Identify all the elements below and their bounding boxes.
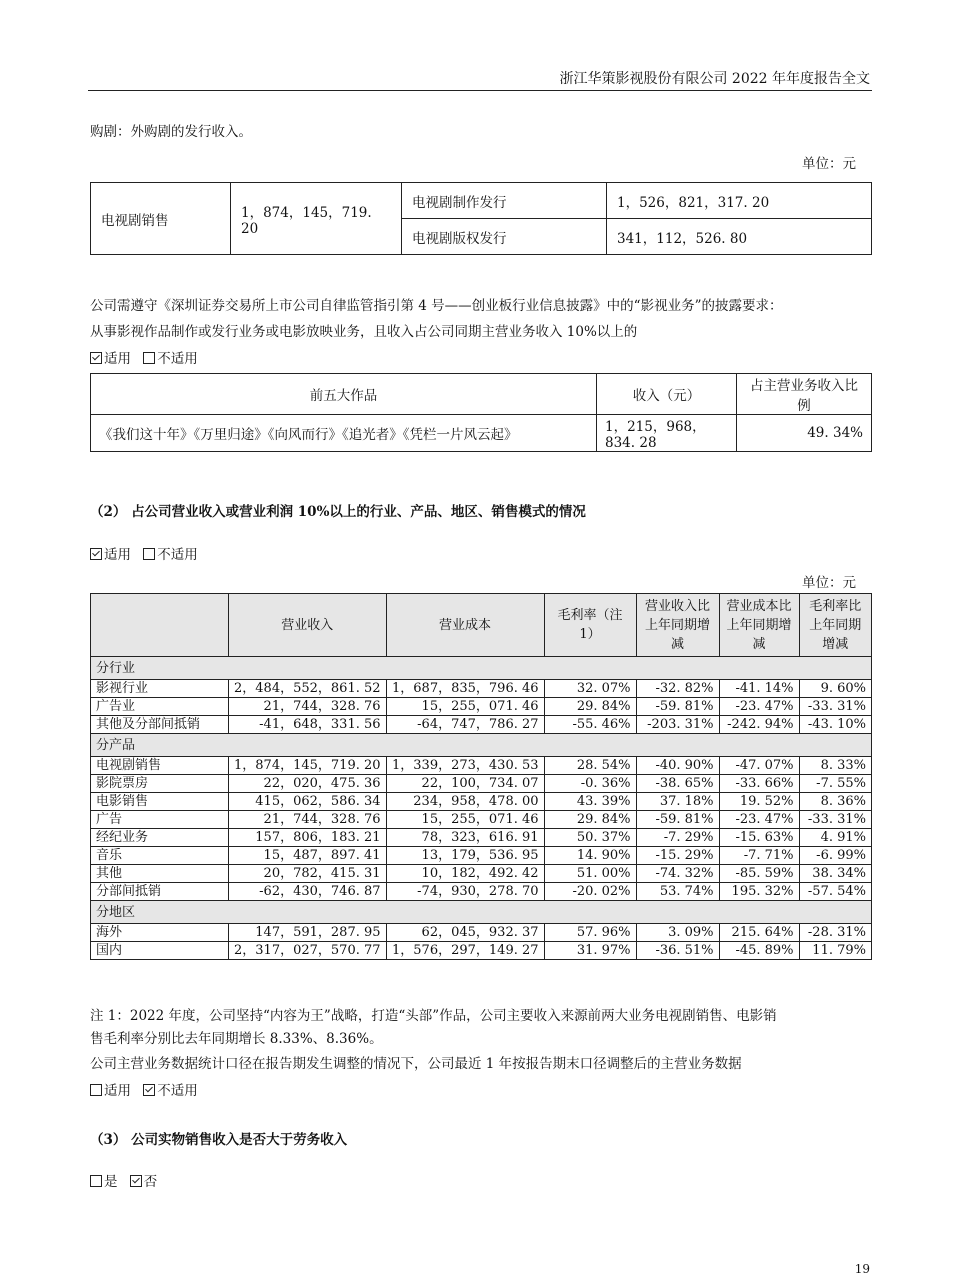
table-cell: 29. 84% xyxy=(544,698,636,716)
table-cell: 1，339，273，430. 53 xyxy=(386,757,544,775)
section-3-title: （3） 公司实物销售收入是否大于劳务收入 xyxy=(90,1132,348,1148)
header-revenue-share: 占主营业务收入比例 xyxy=(737,374,872,415)
table-cell: 53. 74% xyxy=(636,883,719,901)
table-cell: -15. 29% xyxy=(636,847,719,865)
table-cell: 15，255，071. 46 xyxy=(386,698,544,716)
header-operating-revenue: 营业收入 xyxy=(229,594,387,657)
checked-box-icon xyxy=(143,1084,155,1096)
yes-label: 是 xyxy=(104,1174,118,1190)
table-row xyxy=(91,793,872,811)
table-cell: 28. 54% xyxy=(544,757,636,775)
table-cell: -38. 65% xyxy=(636,775,719,793)
table-cell: -45. 89% xyxy=(719,942,799,960)
row-label: 广告业 xyxy=(91,698,229,716)
table-cell: 8. 36% xyxy=(799,793,871,811)
not-applicable-label: 不适用 xyxy=(157,351,198,367)
table-row xyxy=(91,847,872,865)
applicable-label: 适用 xyxy=(104,1083,131,1099)
not-applicable-label: 不适用 xyxy=(157,547,198,563)
table-cell: -15. 63% xyxy=(719,829,799,847)
table-cell: 1，687，835，796. 46 xyxy=(386,680,544,698)
row-label: 广告 xyxy=(91,811,229,829)
table-cell: -85. 59% xyxy=(719,865,799,883)
table-cell: 21，744，328. 76 xyxy=(229,698,387,716)
table-cell: 57. 96% xyxy=(544,924,636,942)
table-cell: 37. 18% xyxy=(636,793,719,811)
tv-sales-table xyxy=(90,182,872,255)
table-cell: -7. 71% xyxy=(719,847,799,865)
table-cell: -7. 55% xyxy=(799,775,871,793)
top-works-titles: 《我们这十年》《万里归途》《向风而行》《追光者》《凭栏一片风云起》 xyxy=(91,415,597,452)
table-row xyxy=(91,865,872,883)
table-cell: -59. 81% xyxy=(636,811,719,829)
table-cell: 29. 84% xyxy=(544,811,636,829)
applicable-checkbox-group-2 xyxy=(90,543,206,563)
table-row xyxy=(91,716,872,734)
table-cell: 14. 90% xyxy=(544,847,636,865)
row-label: 音乐 xyxy=(91,847,229,865)
table-cell: -36. 51% xyxy=(636,942,719,960)
row-label: 电影销售 xyxy=(91,793,229,811)
row-label: 其他及分部间抵销 xyxy=(91,716,229,734)
section-header-label: 分行业 xyxy=(91,657,872,680)
table-cell: 62，045，932. 37 xyxy=(386,924,544,942)
note-1-line2: 售毛利率分别比去年同期增长 8.33%、8.36%。 xyxy=(90,1031,383,1047)
top-works-revenue: 1，215，968，834. 28 xyxy=(597,415,737,452)
table-row xyxy=(91,775,872,793)
table-cell: 50. 37% xyxy=(544,829,636,847)
table-cell: -41，648，331. 56 xyxy=(229,716,387,734)
checked-box-icon xyxy=(130,1175,142,1187)
section-header-label: 分产品 xyxy=(91,734,872,757)
section-header-row xyxy=(91,734,872,757)
table-cell: -41. 14% xyxy=(719,680,799,698)
table-cell: 9. 60% xyxy=(799,680,871,698)
table-cell: 19. 52% xyxy=(719,793,799,811)
report-header-title: 浙江华策影视股份有限公司 2022 年年度报告全文 xyxy=(559,71,870,87)
row-label: 经纪业务 xyxy=(91,829,229,847)
table-cell: -59. 81% xyxy=(636,698,719,716)
table-row xyxy=(91,829,872,847)
table-row xyxy=(91,811,872,829)
table-cell: -55. 46% xyxy=(544,716,636,734)
table-cell: -28. 31% xyxy=(799,924,871,942)
table-cell: 22，100，734. 07 xyxy=(386,775,544,793)
table-cell: -7. 29% xyxy=(636,829,719,847)
unit-label-1: 单位：元 xyxy=(802,156,856,172)
tv-sales-row-value: 1，526，821，317. 20 xyxy=(607,183,872,219)
table-cell: -64，747，786. 27 xyxy=(386,716,544,734)
table-cell: 147，591，287. 95 xyxy=(229,924,387,942)
table-cell: 22，020，475. 36 xyxy=(229,775,387,793)
table-row xyxy=(91,698,872,716)
table-cell: 51. 00% xyxy=(544,865,636,883)
table-cell: -32. 82% xyxy=(636,680,719,698)
page-number: 19 xyxy=(854,1262,870,1276)
table-cell: 157，806，183. 21 xyxy=(229,829,387,847)
table-cell: 195. 32% xyxy=(719,883,799,901)
table-cell: -203. 31% xyxy=(636,716,719,734)
top-five-works-table xyxy=(90,373,872,452)
not-applicable-label: 不适用 xyxy=(157,1083,198,1099)
tv-sales-row-value: 341，112，526. 80 xyxy=(607,219,872,255)
table-cell: 15，255，071. 46 xyxy=(386,811,544,829)
header-divider xyxy=(88,90,872,91)
table-cell: 3. 09% xyxy=(636,924,719,942)
table-row xyxy=(91,924,872,942)
table-cell: -33. 31% xyxy=(799,811,871,829)
applicable-label: 适用 xyxy=(104,547,131,563)
header-operating-cost: 营业成本 xyxy=(386,594,544,657)
table-cell: -6. 99% xyxy=(799,847,871,865)
table-cell: -23. 47% xyxy=(719,811,799,829)
table-cell: -0. 36% xyxy=(544,775,636,793)
checked-box-icon xyxy=(90,548,102,560)
no-label: 否 xyxy=(143,1174,158,1190)
table-cell: 1，576，297，149. 27 xyxy=(386,942,544,960)
applicable-label: 适用 xyxy=(104,351,131,367)
disclosure-paragraph-line2: 从事影视作品制作或发行业务或电影放映业务，且收入占公司同期主营业务收入 10%以上的 xyxy=(90,324,638,340)
table-cell: -242. 94% xyxy=(719,716,799,734)
table-cell: 21，744，328. 76 xyxy=(229,811,387,829)
adjustment-note: 公司主营业务数据统计口径在报告期发生调整的情况下，公司最近 1 年按报告期末口径调整后的主营业务数据 xyxy=(90,1056,742,1072)
revenue-breakdown-table xyxy=(90,593,872,960)
table-cell: -62，430，746. 87 xyxy=(229,883,387,901)
table-cell: 78，323，616. 91 xyxy=(386,829,544,847)
intro-line: 购剧：外购剧的发行收入。 xyxy=(90,124,252,140)
table-cell: -33. 66% xyxy=(719,775,799,793)
table-cell: 31. 97% xyxy=(544,942,636,960)
yes-no-checkbox-group xyxy=(90,1170,165,1190)
header-gross-margin: 毛利率（注 1） xyxy=(544,594,636,657)
table-cell: 4. 91% xyxy=(799,829,871,847)
table-cell: 415，062，586. 34 xyxy=(229,793,387,811)
table-cell: 8. 33% xyxy=(799,757,871,775)
table-cell: -20. 02% xyxy=(544,883,636,901)
section-2-title: （2） 占公司营业收入或营业利润 10%以上的行业、产品、地区、销售模式的情况 xyxy=(90,504,586,520)
header-cost-yoy: 营业成本比上年同期增减 xyxy=(719,594,799,657)
table-cell: -43. 10% xyxy=(799,716,871,734)
tv-sales-label: 电视剧销售 xyxy=(91,183,231,255)
table-cell: -23. 47% xyxy=(719,698,799,716)
row-label: 分部间抵销 xyxy=(91,883,229,901)
applicable-checkbox-group-3 xyxy=(90,1079,206,1099)
unchecked-box-icon xyxy=(143,548,155,560)
table-row xyxy=(91,680,872,698)
table-row xyxy=(91,942,872,960)
table-cell: -33. 31% xyxy=(799,698,871,716)
note-1-line1: 注 1：2022 年度，公司坚持“内容为王”战略，打造“头部”作品，公司主要收入来源前两大业务电视剧销售、电影销 xyxy=(90,1008,777,1024)
table-cell: 43. 39% xyxy=(544,793,636,811)
applicable-checkbox-group-1 xyxy=(90,347,206,367)
table-cell: 38. 34% xyxy=(799,865,871,883)
table-cell: 1，874，145，719. 20 xyxy=(229,757,387,775)
unchecked-box-icon xyxy=(143,352,155,364)
table-cell: 20，782，415. 31 xyxy=(229,865,387,883)
checked-box-icon xyxy=(90,352,102,364)
header-top-works: 前五大作品 xyxy=(91,374,597,415)
unchecked-box-icon xyxy=(90,1175,102,1187)
tv-sales-total: 1，874，145，719. 20 xyxy=(231,183,402,255)
table-cell: 32. 07% xyxy=(544,680,636,698)
unit-label-2: 单位：元 xyxy=(802,575,856,591)
row-label: 国内 xyxy=(91,942,229,960)
table-row xyxy=(91,883,872,901)
row-label: 影院票房 xyxy=(91,775,229,793)
table-cell: -57. 54% xyxy=(799,883,871,901)
table-cell: -47. 07% xyxy=(719,757,799,775)
row-label: 电视剧销售 xyxy=(91,757,229,775)
table-row xyxy=(91,757,872,775)
section-header-row xyxy=(91,657,872,680)
header-revenue: 收入（元） xyxy=(597,374,737,415)
section-header-row xyxy=(91,901,872,924)
row-label: 影视行业 xyxy=(91,680,229,698)
table-cell: 13，179，536. 95 xyxy=(386,847,544,865)
section-header-label: 分地区 xyxy=(91,901,872,924)
disclosure-paragraph-line1: 公司需遵守《深圳证券交易所上市公司自律监管指引第 4 号——创业板行业信息披露》中的“影视业务”的披露要求： xyxy=(90,298,783,314)
table-cell: 2，484，552，861. 52 xyxy=(229,680,387,698)
unchecked-box-icon xyxy=(90,1084,102,1096)
table-cell: -74. 32% xyxy=(636,865,719,883)
table-cell: 10，182，492. 42 xyxy=(386,865,544,883)
table-cell: 15，487，897. 41 xyxy=(229,847,387,865)
table-cell: 234，958，478. 00 xyxy=(386,793,544,811)
header-revenue-yoy: 营业收入比上年同期增减 xyxy=(636,594,719,657)
top-works-share: 49. 34% xyxy=(737,415,872,452)
row-label: 其他 xyxy=(91,865,229,883)
table-cell: 215. 64% xyxy=(719,924,799,942)
tv-sales-row-name: 电视剧版权发行 xyxy=(402,219,607,255)
table-cell: 2，317，027，570. 77 xyxy=(229,942,387,960)
table-cell: -40. 90% xyxy=(636,757,719,775)
tv-sales-row-name: 电视剧制作发行 xyxy=(402,183,607,219)
table-cell: -74，930，278. 70 xyxy=(386,883,544,901)
table-cell: 11. 79% xyxy=(799,942,871,960)
row-label: 海外 xyxy=(91,924,229,942)
header-category xyxy=(91,594,229,657)
header-margin-yoy: 毛利率比上年同期增减 xyxy=(799,594,871,657)
